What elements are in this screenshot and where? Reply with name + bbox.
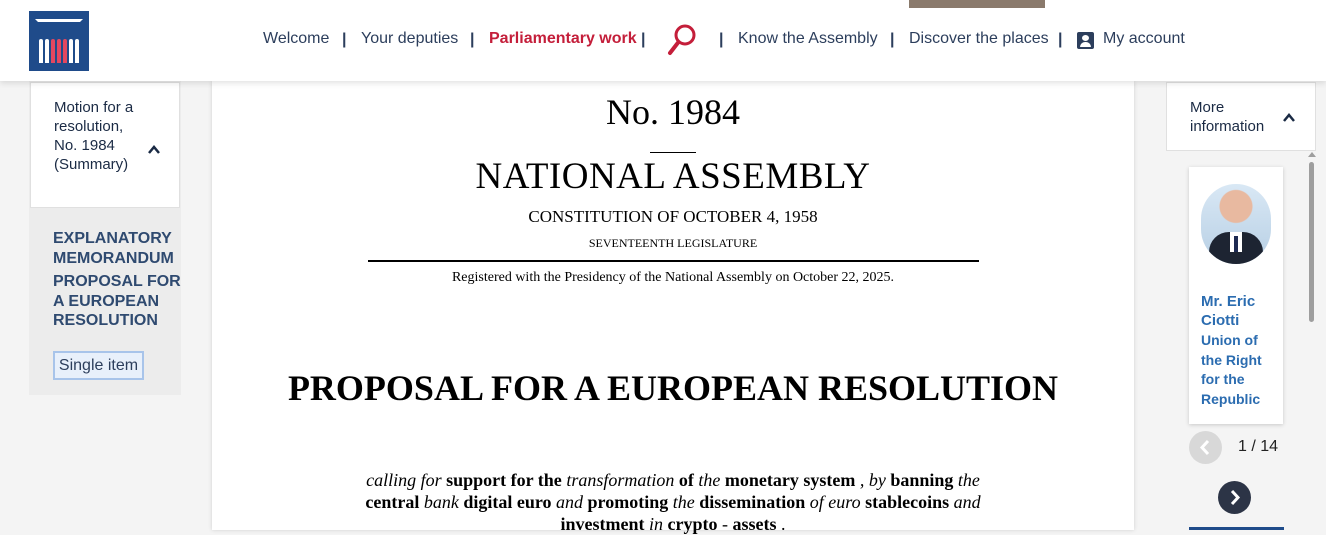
site-header [0, 0, 1326, 81]
toc-explanatory-memorandum[interactable]: EXPLANATORY MEMORANDUM [53, 230, 174, 267]
chevron-up-icon[interactable] [1282, 111, 1296, 125]
nav-my-account[interactable]: My account [1103, 30, 1185, 47]
search-icon[interactable] [665, 22, 701, 58]
nav-parliamentary-work[interactable]: Parliamentary work [489, 30, 637, 47]
document-number: No. 1984 [606, 92, 740, 132]
summary-title: Motion for a resolution, No. 1984 (Summary) [54, 99, 134, 173]
divider [368, 260, 979, 262]
nav-your-deputies[interactable]: Your deputies [361, 30, 459, 47]
active-section-indicator [909, 0, 1045, 8]
document-page [212, 81, 1134, 534]
chevron-up-icon[interactable] [147, 143, 161, 157]
more-information-panel[interactable] [1166, 82, 1316, 151]
nav-separator: | [470, 31, 475, 48]
nav-separator: | [1058, 31, 1063, 48]
deputy-party[interactable]: Union of the Right for the Republic [1201, 332, 1262, 407]
legislature-line: SEVENTEENTH LEGISLATURE [588, 236, 758, 250]
nav-know-the-assembly[interactable]: Know the Assembly [738, 30, 878, 47]
proposal-title: PROPOSAL FOR A EUROPEAN RESOLUTION [287, 368, 1059, 408]
table-of-contents [53, 229, 181, 331]
nav-discover-the-places[interactable]: Discover the places [909, 30, 1049, 47]
right-sidebar [1166, 81, 1316, 530]
nav-separator: | [719, 31, 724, 48]
divider [650, 152, 696, 153]
deputy-photo [1201, 184, 1271, 264]
deputy-card[interactable] [1189, 167, 1283, 424]
nav-separator: | [890, 31, 895, 48]
carousel-pager: 1 / 14 [1238, 438, 1279, 455]
previous-icon[interactable] [1189, 431, 1222, 464]
left-sidebar [29, 81, 181, 395]
nav-welcome[interactable]: Welcome [263, 30, 330, 47]
registration-line: Registered with the Presidency of the National Assembly on October 22, 2025. [451, 270, 895, 285]
toc-proposal-european-resolution[interactable]: PROPOSAL FOR A EUROPEAN RESOLUTION [53, 273, 181, 329]
deputy-name[interactable]: Mr. Eric Ciotti [1201, 293, 1256, 329]
summary-panel[interactable] [30, 82, 180, 208]
more-information-title: More information [1190, 99, 1265, 135]
next-icon[interactable] [1218, 481, 1251, 514]
constitution-line: CONSTITUTION OF OCTOBER 4, 1958 [528, 207, 818, 226]
account-icon[interactable] [1077, 32, 1094, 49]
scrollbar[interactable] [1308, 150, 1316, 530]
single-item-button[interactable]: Single item [53, 351, 144, 380]
main-nav [0, 30, 1326, 50]
assembly-heading: NATIONAL ASSEMBLY [475, 156, 871, 197]
nav-separator: | [342, 31, 347, 48]
nav-separator: | [641, 31, 646, 48]
proposal-subtitle: calling for support for the transformation of the monetary system , by banning the central bank digital euro and promoting the dissemination of euro stablecoins and investment in crypto - assets . [365, 470, 981, 534]
